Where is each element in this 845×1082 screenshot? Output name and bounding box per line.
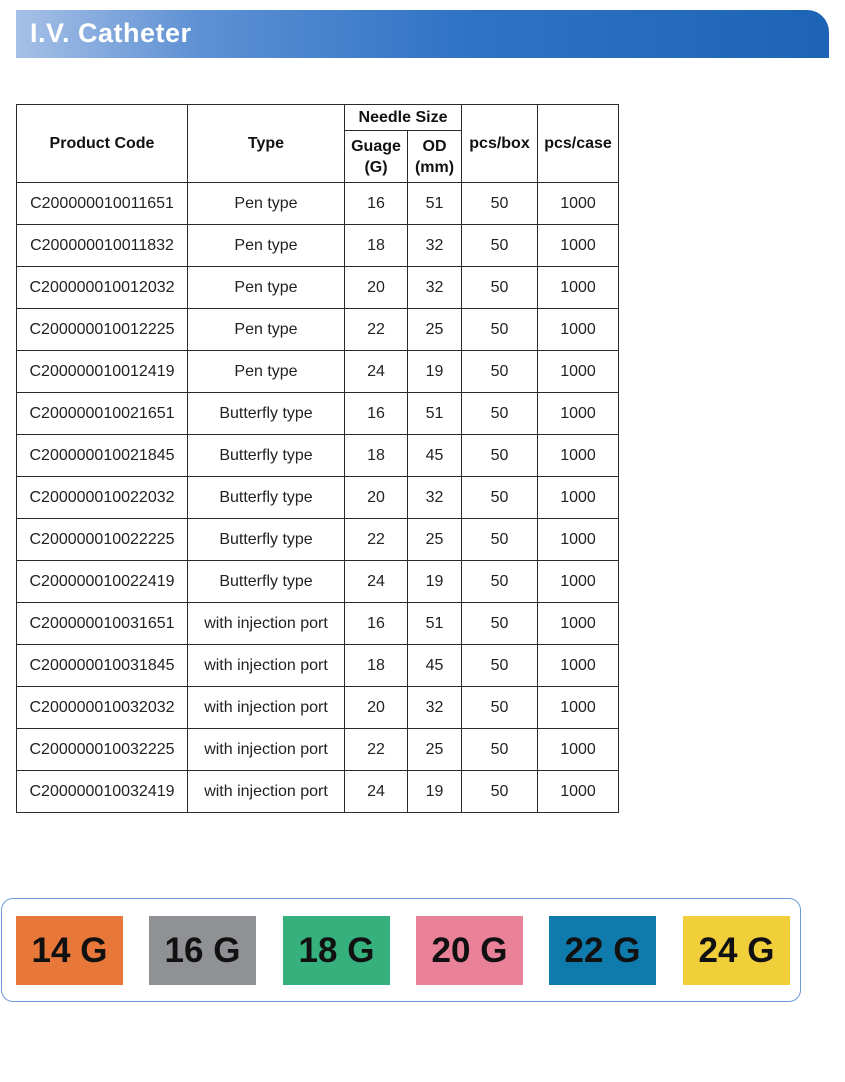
cell-pcs-box: 50 <box>462 561 538 603</box>
cell-pcs-box: 50 <box>462 477 538 519</box>
cell-gauge: 22 <box>345 729 408 771</box>
gauge-color-legend <box>1 898 801 1002</box>
cell-od: 51 <box>408 183 462 225</box>
cell-pcs-case: 1000 <box>538 645 619 687</box>
cell-od: 19 <box>408 351 462 393</box>
table-row <box>17 267 619 309</box>
cell-gauge: 18 <box>345 435 408 477</box>
cell-product-code: C200000010032225 <box>17 729 188 771</box>
cell-pcs-case: 1000 <box>538 603 619 645</box>
cell-pcs-case: 1000 <box>538 729 619 771</box>
cell-type: with injection port <box>188 771 345 813</box>
cell-od: 32 <box>408 477 462 519</box>
cell-pcs-case: 1000 <box>538 477 619 519</box>
product-spec-table <box>16 104 619 813</box>
cell-pcs-box: 50 <box>462 435 538 477</box>
cell-type: Butterfly type <box>188 561 345 603</box>
header-pcs-case: pcs/case <box>538 105 619 183</box>
cell-od: 45 <box>408 645 462 687</box>
cell-od: 25 <box>408 309 462 351</box>
cell-pcs-box: 50 <box>462 183 538 225</box>
table-row <box>17 645 619 687</box>
cell-pcs-case: 1000 <box>538 771 619 813</box>
gauge-swatch-16g: 16 G <box>149 916 256 985</box>
cell-type: Butterfly type <box>188 393 345 435</box>
cell-pcs-box: 50 <box>462 687 538 729</box>
cell-type: Pen type <box>188 267 345 309</box>
cell-pcs-box: 50 <box>462 267 538 309</box>
table-row <box>17 729 619 771</box>
cell-pcs-case: 1000 <box>538 393 619 435</box>
cell-type: Butterfly type <box>188 435 345 477</box>
cell-type: with injection port <box>188 645 345 687</box>
cell-product-code: C200000010022225 <box>17 519 188 561</box>
cell-od: 25 <box>408 729 462 771</box>
table-body <box>17 183 619 813</box>
gauge-swatch-14g: 14 G <box>16 916 123 985</box>
table-row <box>17 225 619 267</box>
cell-pcs-box: 50 <box>462 225 538 267</box>
cell-od: 51 <box>408 393 462 435</box>
cell-pcs-case: 1000 <box>538 351 619 393</box>
cell-gauge: 16 <box>345 183 408 225</box>
gauge-swatch-20g: 20 G <box>416 916 523 985</box>
cell-type: Pen type <box>188 309 345 351</box>
cell-gauge: 16 <box>345 393 408 435</box>
cell-product-code: C200000010012225 <box>17 309 188 351</box>
cell-pcs-case: 1000 <box>538 687 619 729</box>
cell-type: Pen type <box>188 351 345 393</box>
cell-type: Pen type <box>188 225 345 267</box>
cell-pcs-case: 1000 <box>538 561 619 603</box>
cell-od: 19 <box>408 561 462 603</box>
cell-pcs-box: 50 <box>462 309 538 351</box>
cell-pcs-box: 50 <box>462 393 538 435</box>
cell-pcs-box: 50 <box>462 603 538 645</box>
table-row <box>17 393 619 435</box>
cell-product-code: C200000010021651 <box>17 393 188 435</box>
header-needle-size: Needle Size <box>345 105 462 131</box>
header-od: OD (mm) <box>408 131 462 183</box>
table-row <box>17 477 619 519</box>
cell-gauge: 18 <box>345 225 408 267</box>
cell-type: with injection port <box>188 687 345 729</box>
cell-od: 32 <box>408 267 462 309</box>
header-type: Type <box>188 105 345 183</box>
cell-product-code: C200000010032032 <box>17 687 188 729</box>
table-row <box>17 309 619 351</box>
cell-od: 25 <box>408 519 462 561</box>
cell-pcs-box: 50 <box>462 729 538 771</box>
gauge-swatch-24g: 24 G <box>683 916 790 985</box>
page-title: I.V. Catheter <box>30 18 192 48</box>
cell-pcs-case: 1000 <box>538 309 619 351</box>
cell-od: 19 <box>408 771 462 813</box>
cell-product-code: C200000010022032 <box>17 477 188 519</box>
cell-product-code: C200000010011832 <box>17 225 188 267</box>
cell-gauge: 24 <box>345 771 408 813</box>
cell-type: Butterfly type <box>188 477 345 519</box>
cell-pcs-box: 50 <box>462 645 538 687</box>
table-row <box>17 771 619 813</box>
cell-gauge: 24 <box>345 351 408 393</box>
cell-pcs-case: 1000 <box>538 183 619 225</box>
cell-od: 32 <box>408 687 462 729</box>
cell-type: with injection port <box>188 603 345 645</box>
header-pcs-box: pcs/box <box>462 105 538 183</box>
section-header-banner <box>16 10 829 58</box>
cell-pcs-box: 50 <box>462 771 538 813</box>
cell-pcs-case: 1000 <box>538 267 619 309</box>
cell-gauge: 16 <box>345 603 408 645</box>
cell-od: 45 <box>408 435 462 477</box>
table-row <box>17 603 619 645</box>
header-product-code: Product Code <box>17 105 188 183</box>
table-row <box>17 183 619 225</box>
cell-od: 51 <box>408 603 462 645</box>
cell-product-code: C200000010012419 <box>17 351 188 393</box>
cell-od: 32 <box>408 225 462 267</box>
cell-product-code: C200000010022419 <box>17 561 188 603</box>
cell-product-code: C200000010012032 <box>17 267 188 309</box>
cell-gauge: 20 <box>345 687 408 729</box>
cell-pcs-case: 1000 <box>538 435 619 477</box>
table-row <box>17 519 619 561</box>
cell-type: with injection port <box>188 729 345 771</box>
cell-type: Butterfly type <box>188 519 345 561</box>
table-row <box>17 561 619 603</box>
cell-gauge: 22 <box>345 309 408 351</box>
cell-type: Pen type <box>188 183 345 225</box>
cell-pcs-case: 1000 <box>538 225 619 267</box>
cell-gauge: 20 <box>345 477 408 519</box>
cell-gauge: 18 <box>345 645 408 687</box>
cell-product-code: C200000010011651 <box>17 183 188 225</box>
table-row <box>17 435 619 477</box>
cell-gauge: 20 <box>345 267 408 309</box>
table-row <box>17 351 619 393</box>
cell-product-code: C200000010031845 <box>17 645 188 687</box>
cell-pcs-box: 50 <box>462 351 538 393</box>
cell-gauge: 22 <box>345 519 408 561</box>
header-gauge: Guage (G) <box>345 131 408 183</box>
gauge-swatch-18g: 18 G <box>283 916 390 985</box>
cell-gauge: 24 <box>345 561 408 603</box>
cell-pcs-box: 50 <box>462 519 538 561</box>
cell-product-code: C200000010032419 <box>17 771 188 813</box>
cell-product-code: C200000010021845 <box>17 435 188 477</box>
cell-product-code: C200000010031651 <box>17 603 188 645</box>
cell-pcs-case: 1000 <box>538 519 619 561</box>
gauge-swatch-22g: 22 G <box>549 916 656 985</box>
table-row <box>17 687 619 729</box>
